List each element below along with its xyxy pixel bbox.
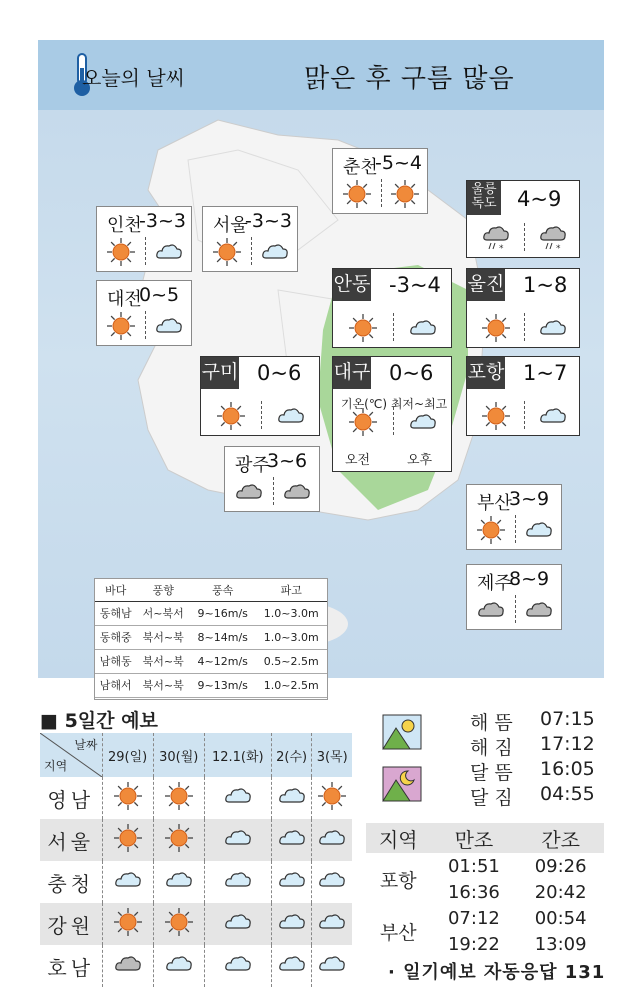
city-name: 인천	[107, 215, 142, 236]
sea-cell: 9~13m/s	[190, 673, 256, 697]
tide-low: 20:42	[534, 881, 587, 903]
cloud-icon	[223, 781, 253, 811]
sun-moon-time: 04:55	[540, 783, 595, 805]
forecast-cell	[204, 861, 271, 903]
cloud-icon	[223, 865, 253, 895]
cloud-icon	[260, 237, 290, 267]
sun-icon	[164, 823, 194, 853]
city-name: 대전	[107, 289, 142, 310]
sea-cell: 북서~북	[136, 649, 189, 673]
cloud-icon	[154, 237, 184, 267]
city-temp: -3~3	[139, 210, 186, 232]
pm-weather	[408, 313, 438, 347]
am-weather	[216, 401, 246, 435]
forecast-cell	[271, 945, 312, 987]
forecast-cell	[312, 903, 352, 945]
city-card-daejeon	[96, 280, 192, 346]
city-temp: 3~9	[509, 488, 550, 510]
sea-cell: 서~북서	[136, 601, 189, 625]
am-weather	[342, 179, 372, 213]
forecast-cell	[102, 861, 153, 903]
sun-moon-label: 해 짐	[470, 737, 513, 759]
city-name: 부산	[477, 493, 512, 514]
am-weather	[106, 237, 136, 271]
am-weather	[476, 595, 506, 629]
cloud-icon	[524, 515, 554, 545]
header-bar	[38, 40, 604, 110]
forecast-cell	[153, 861, 204, 903]
forecast-cell	[312, 945, 352, 987]
pm-weather	[524, 515, 554, 549]
forecast-day: 2(수)	[271, 733, 312, 777]
tide-low: 00:54	[534, 907, 587, 929]
forecast-day: 29(일)	[102, 733, 153, 777]
divider	[515, 515, 516, 543]
sleet-icon	[538, 223, 568, 253]
city-temp: -3~4	[389, 273, 441, 297]
city-name: 구미	[201, 357, 239, 389]
sea-cell: 남해동	[95, 649, 136, 673]
forecast-cell	[271, 777, 312, 819]
divider	[524, 313, 525, 341]
cloud-icon	[277, 865, 307, 895]
sea-cell: 9~16m/s	[190, 601, 256, 625]
pm-weather	[276, 401, 306, 435]
gray-cloud-icon	[524, 595, 554, 625]
sun-icon	[317, 781, 347, 811]
sun-moon-time: 17:12	[540, 733, 595, 755]
forecast-header-row	[40, 733, 352, 777]
tide-header-cell: 지역	[366, 823, 431, 853]
forecast-cell	[204, 819, 271, 861]
am-weather	[234, 477, 264, 511]
tide-low: 09:26	[534, 855, 587, 877]
tide-high: 19:22	[447, 933, 500, 955]
sun-icon	[212, 237, 242, 267]
cloud-icon	[164, 865, 194, 895]
am-weather	[106, 311, 136, 345]
forecast-cell	[153, 945, 204, 987]
sun-icon	[106, 311, 136, 341]
cloud-icon	[154, 311, 184, 341]
corner-cell	[40, 733, 102, 777]
city-temp: -5~4	[375, 152, 422, 174]
cloud-icon	[223, 907, 253, 937]
forecast-cell	[312, 861, 352, 903]
forecast-cell	[271, 861, 312, 903]
forecast-cell	[102, 819, 153, 861]
city-card-pohang	[466, 356, 580, 436]
sea-cell: 북서~북	[136, 673, 189, 697]
sea-cell: 북서~북	[136, 625, 189, 649]
forecast-cell	[102, 903, 153, 945]
city-temp: 8~9	[509, 568, 550, 590]
sea-header-cell: 파고	[256, 579, 327, 601]
sea-header-cell: 바다	[95, 579, 136, 601]
city-name: 포항	[467, 357, 505, 389]
sun-icon	[113, 781, 143, 811]
sea-table-header	[95, 579, 327, 601]
header-title: 오늘의 날씨	[82, 66, 185, 90]
city-temp: 3~6	[267, 450, 308, 472]
cloud-icon	[277, 949, 307, 979]
svg-text:*: *	[498, 244, 503, 253]
weather-map	[38, 40, 604, 692]
sun-moon-time: 07:15	[540, 708, 595, 730]
divider	[145, 237, 146, 265]
forecast-region: 영남	[47, 787, 95, 812]
forecast-row	[40, 903, 352, 945]
forecast-cell	[204, 777, 271, 819]
forecast-day: 12.1(화)	[204, 733, 271, 777]
forecast-day: 30(월)	[153, 733, 204, 777]
divider	[273, 477, 274, 505]
am-weather	[476, 515, 506, 549]
forecast-row	[40, 861, 352, 903]
cloud-icon	[277, 823, 307, 853]
cloud-icon	[277, 781, 307, 811]
city-temp: 0~6	[257, 361, 302, 385]
sea-row	[95, 601, 327, 625]
divider	[515, 595, 516, 623]
city-card-jeju	[466, 564, 562, 630]
cloud-icon	[164, 949, 194, 979]
city-name: 제주	[477, 573, 512, 594]
sea-table	[94, 578, 328, 700]
weather-summary: 맑은 후 구름 많음	[304, 64, 515, 94]
tide-region: 포항	[379, 869, 417, 892]
cloud-icon	[277, 907, 307, 937]
sea-cell: 8~14m/s	[190, 625, 256, 649]
city-card-daegu	[332, 356, 452, 472]
tide-high: 01:51	[447, 855, 500, 877]
sea-row	[95, 649, 327, 673]
forecast-cell	[271, 903, 312, 945]
forecast-region: 호남	[47, 955, 95, 980]
tide-row	[366, 853, 604, 879]
city-card-chuncheon	[332, 148, 428, 214]
sun-icon	[113, 823, 143, 853]
forecast-cell	[102, 945, 153, 987]
forecast-cell	[312, 819, 352, 861]
forecast-cell	[204, 945, 271, 987]
forecast-cell	[204, 903, 271, 945]
sea-cell: 남해서	[95, 673, 136, 697]
city-card-uljin	[466, 268, 580, 348]
forecast-row	[40, 777, 352, 819]
am-weather	[212, 237, 242, 271]
city-card-gumi	[200, 356, 320, 436]
tide-region: 부산	[379, 921, 417, 944]
pm-weather	[538, 223, 568, 257]
sun-icon	[481, 313, 511, 343]
sea-row	[95, 673, 327, 697]
cloud-icon	[113, 865, 143, 895]
cloud-icon	[317, 823, 347, 853]
city-temp: 1~8	[523, 273, 568, 297]
city-name: 안동	[333, 269, 371, 301]
divider	[381, 179, 382, 207]
gray-cloud-icon	[234, 477, 264, 507]
pm-weather	[260, 237, 290, 271]
corner-top: 날짜	[74, 738, 98, 752]
sun-moon-label: 해 뜸	[470, 712, 513, 734]
sun-icon	[348, 313, 378, 343]
sea-header-cell: 풍속	[190, 579, 256, 601]
divider	[251, 237, 252, 265]
city-card-gwangju	[224, 446, 320, 512]
forecast-cell	[153, 903, 204, 945]
pm-weather	[154, 237, 184, 271]
tide-high: 07:12	[447, 907, 500, 929]
am-weather	[481, 313, 511, 347]
divider	[145, 311, 146, 339]
sun-icon	[106, 237, 136, 267]
tide-table	[366, 823, 604, 957]
city-temp: 4~9	[517, 187, 562, 211]
gray-cloud-icon	[113, 949, 143, 979]
sunrise-icon	[382, 714, 422, 750]
forecast-cell	[271, 819, 312, 861]
city-temp: 1~7	[523, 361, 568, 385]
svg-text:*: *	[555, 244, 560, 253]
pm-weather	[538, 401, 568, 435]
tide-header-cell: 만조	[431, 823, 518, 853]
sun-icon	[481, 401, 511, 431]
city-temp: 0~6	[389, 361, 434, 385]
moonrise-icon	[382, 766, 422, 802]
sea-cell: 1.0~3.0m	[256, 625, 327, 649]
am-weather	[481, 223, 511, 257]
divider	[261, 401, 262, 429]
city-card-seoul	[202, 206, 298, 272]
pm-weather	[408, 407, 438, 441]
sea-cell: 동해중	[95, 625, 136, 649]
forecast-cell	[102, 777, 153, 819]
sleet-icon	[481, 223, 511, 253]
cloud-icon	[276, 401, 306, 431]
city-card-incheon	[96, 206, 192, 272]
tide-low: 13:09	[534, 933, 587, 955]
tide-header-cell: 간조	[517, 823, 604, 853]
city-name: 울진	[467, 269, 505, 301]
city-name: 춘천	[343, 157, 378, 178]
gray-cloud-icon	[282, 477, 312, 507]
cloud-icon	[223, 823, 253, 853]
sea-cell: 0.5~2.5m	[256, 649, 327, 673]
city-card-busan	[466, 484, 562, 550]
sun-icon	[216, 401, 246, 431]
divider	[524, 223, 525, 251]
forecast-day: 3(목)	[312, 733, 352, 777]
forecast-region: 서울	[40, 819, 102, 861]
am-weather	[481, 401, 511, 435]
city-name: 울릉 독도	[467, 181, 501, 215]
cloud-icon	[538, 401, 568, 431]
city-card-andong	[332, 268, 452, 348]
forecast-region: 강원	[40, 903, 102, 945]
city-temp: 0~5	[139, 284, 180, 306]
city-name: 서울	[213, 215, 248, 236]
forecast-row	[40, 945, 352, 987]
sea-table-body	[95, 601, 327, 697]
corner-bottom: 지역	[44, 759, 68, 773]
sun-moon-label: 달 짐	[470, 787, 513, 809]
forecast-cell	[153, 819, 204, 861]
sun-moon-time: 16:05	[540, 758, 595, 780]
forecast-row	[40, 819, 352, 861]
sun-icon	[164, 907, 194, 937]
city-card-ulleung	[466, 180, 580, 258]
cloud-icon	[538, 313, 568, 343]
cloud-icon	[223, 949, 253, 979]
forecast-cell	[312, 777, 352, 819]
tide-header-row	[366, 823, 604, 853]
pm-label: 오후	[407, 453, 433, 468]
tide-high: 16:36	[447, 881, 500, 903]
sun-icon	[164, 781, 194, 811]
forecast-cell	[153, 777, 204, 819]
cloud-icon	[317, 949, 347, 979]
cloud-icon	[317, 865, 347, 895]
am-label: 오전	[345, 453, 371, 468]
sun-moon-label: 달 뜸	[470, 762, 513, 784]
sun-icon	[390, 179, 420, 209]
pm-weather	[282, 477, 312, 511]
sea-cell: 동해남	[95, 601, 136, 625]
sea-cell: 4~12m/s	[190, 649, 256, 673]
sun-icon	[476, 515, 506, 545]
divider	[393, 313, 394, 341]
cloud-icon	[317, 907, 347, 937]
sea-row	[95, 625, 327, 649]
five-day-forecast-table	[40, 733, 352, 987]
sun-icon	[342, 179, 372, 209]
sun-icon	[113, 907, 143, 937]
forecast-title: ■ 5일간 예보	[40, 710, 158, 732]
tide-row	[366, 905, 604, 931]
sea-cell: 1.0~3.0m	[256, 601, 327, 625]
divider	[524, 401, 525, 429]
sea-cell: 1.0~2.5m	[256, 673, 327, 697]
pm-weather	[538, 313, 568, 347]
sea-header-cell: 풍향	[136, 579, 189, 601]
city-temp: -3~3	[245, 210, 292, 232]
pm-weather	[390, 179, 420, 213]
am-weather	[348, 407, 378, 441]
legend-label: 기온(℃) 최저~최고	[341, 397, 448, 411]
forecast-region: 충청	[47, 871, 95, 896]
city-name: 광주	[235, 455, 270, 476]
pm-weather	[154, 311, 184, 345]
city-name: 대구	[333, 357, 371, 389]
am-weather	[348, 313, 378, 347]
cloud-icon	[408, 313, 438, 343]
gray-cloud-icon	[476, 595, 506, 625]
pm-weather	[524, 595, 554, 629]
footer-note: · 일기예보 자동응답 131	[388, 962, 606, 983]
